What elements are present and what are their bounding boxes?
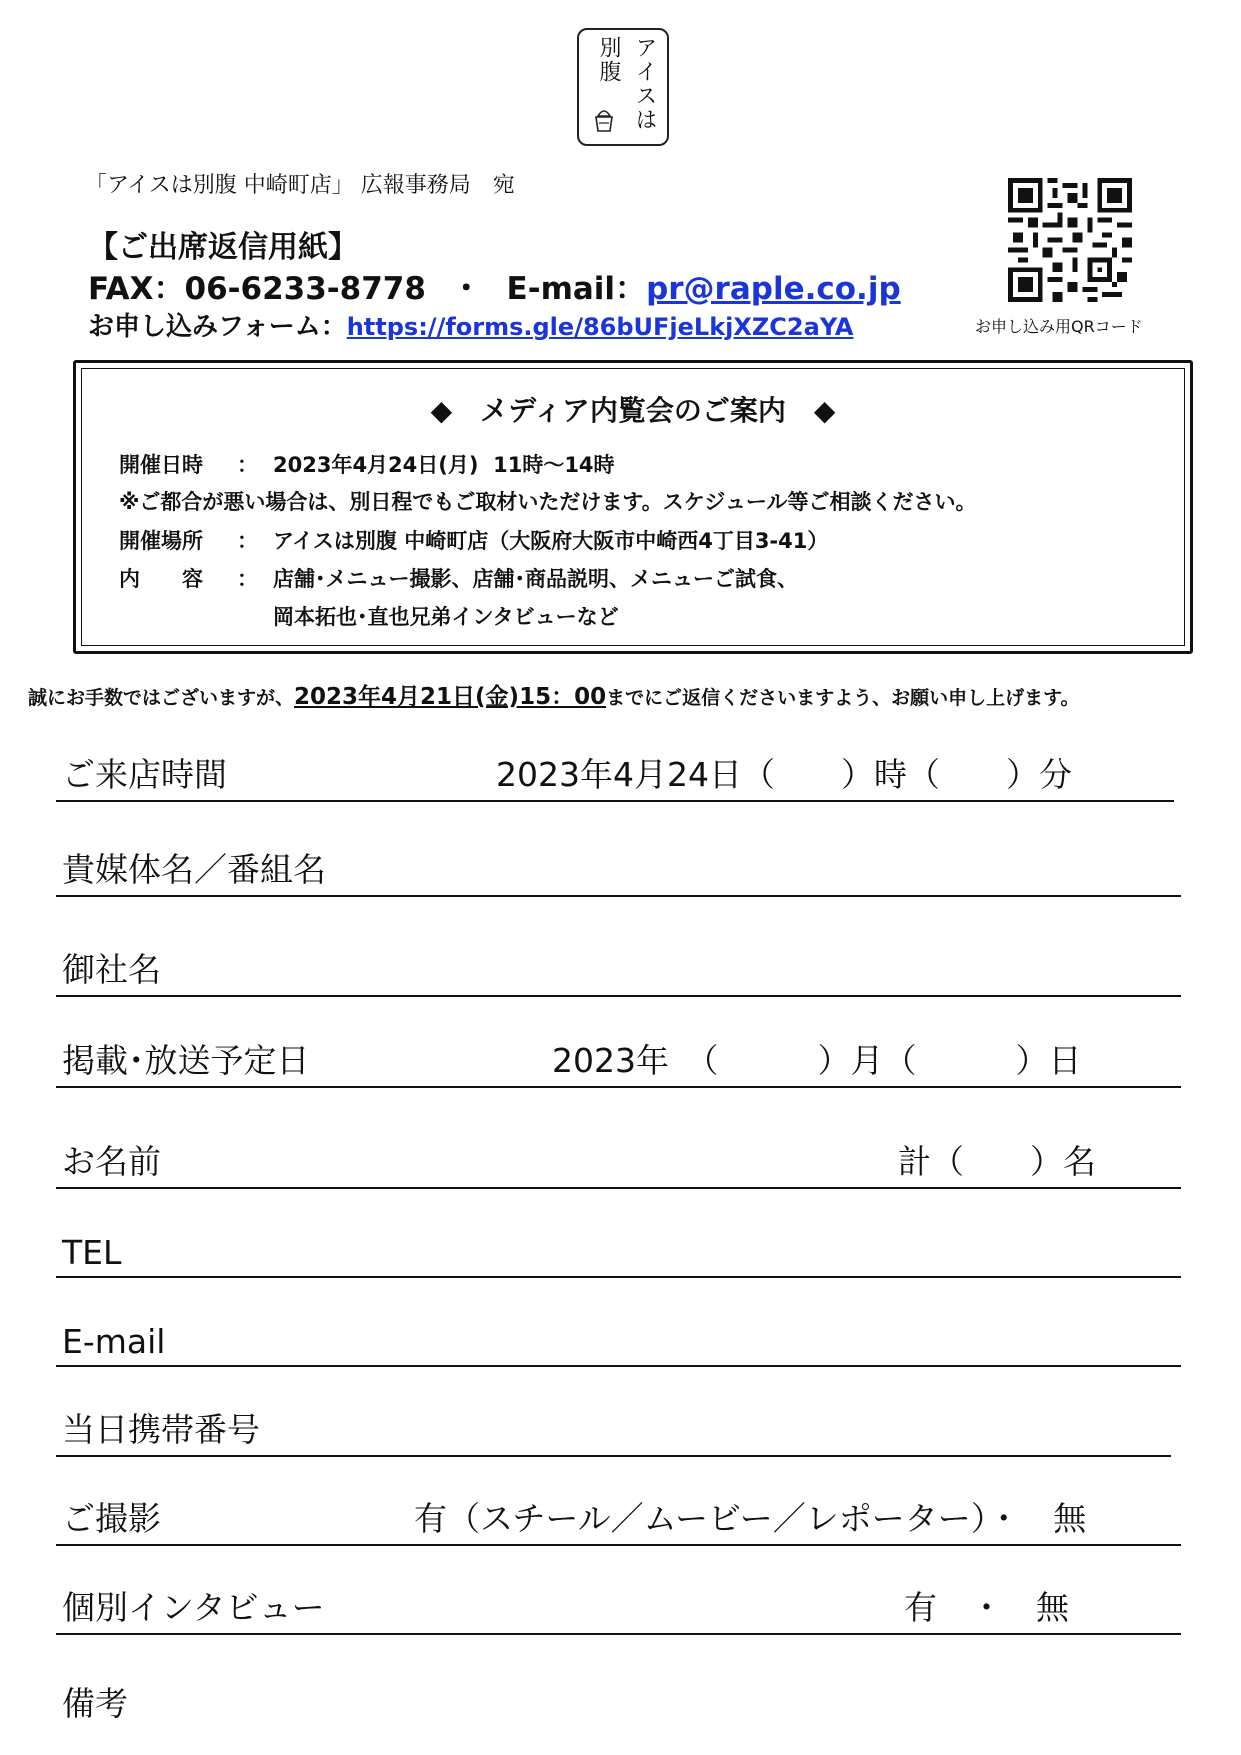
publish-date-row <box>56 1041 1181 1088</box>
qr-caption: お申し込み用QRコード <box>975 317 1143 336</box>
event-content-value-2: 岡本拓也･直也兄弟インタビューなど <box>273 605 619 629</box>
event-content-label: 内 容 <box>119 567 203 591</box>
event-place-value: アイスは別腹 中崎町店（大阪府大阪市中崎西4丁目3-41） <box>273 529 829 553</box>
contact-separator: ・ <box>450 271 482 307</box>
email-row <box>56 1322 1181 1367</box>
company-row <box>56 950 1181 997</box>
qr-code-icon[interactable] <box>1008 178 1132 302</box>
logo-text-line2: 別腹 <box>596 36 621 84</box>
tel-row <box>56 1233 1181 1278</box>
filming-row <box>56 1499 1181 1546</box>
colon: ： <box>237 453 258 477</box>
interview-row <box>56 1588 1181 1635</box>
visit-time-row <box>56 755 1174 802</box>
event-content-row <box>119 563 798 593</box>
event-place-label: 開催場所 <box>119 529 203 553</box>
application-form-line <box>88 306 853 343</box>
fax-number: 06-6233-8778 <box>184 271 426 307</box>
brand-logo <box>577 28 669 146</box>
publish-date-label: 掲載･放送予定日 <box>62 1041 310 1080</box>
reply-form-title: 【ご出席返信用紙】 <box>88 230 358 265</box>
attendee-count-field[interactable]: 計（ ）名 <box>898 1142 1096 1181</box>
schedule-note: ※ご都合が悪い場合は、別日程でもご取材いただけます。スケジュール等ご相談ください。 <box>119 490 977 514</box>
event-date-label: 開催日時 <box>119 453 203 477</box>
name-row <box>56 1142 1181 1189</box>
event-info-heading: ◆ メディア内覧会のご案内 ◆ <box>430 394 836 427</box>
deadline-after: までにご返信くださいますよう、お願い申し上げます。 <box>606 687 1080 709</box>
interview-options[interactable]: 有 ・ 無 <box>904 1588 1069 1627</box>
logo-text-line1: アイスは <box>632 36 657 132</box>
form-url-link[interactable]: https://forms.gle/86bUFjeLkjXZC2aYA <box>346 313 854 341</box>
ice-cream-cup-icon <box>593 104 615 134</box>
mobile-label: 当日携帯番号 <box>62 1410 260 1449</box>
media-name-label: 貴媒体名／番組名 <box>62 850 326 889</box>
filming-label: ご撮影 <box>62 1499 161 1538</box>
email-field-label: E-mail <box>62 1322 166 1361</box>
tel-label: TEL <box>62 1233 122 1272</box>
email-link[interactable]: pr@raple.co.jp <box>646 271 901 307</box>
event-info-box <box>73 360 1193 654</box>
event-content-value-1: 店舗･メニュー撮影、店舗･商品説明、メニューご試食、 <box>273 567 798 591</box>
filming-options[interactable]: 有（スチール／ムービー／レポーター）・ 無 <box>414 1499 1087 1538</box>
interview-label: 個別インタビュー <box>62 1588 325 1627</box>
deadline-before: 誠にお手数ではございますが、 <box>28 687 295 709</box>
contact-line <box>88 263 901 308</box>
publish-date-field[interactable]: 2023年 （ ）月（ ）日 <box>552 1041 1082 1080</box>
mobile-row <box>56 1410 1171 1457</box>
fax-label: FAX： <box>88 271 185 307</box>
addressee-line: 「アイスは別腹 中崎町店」 広報事務局 宛 <box>85 173 515 198</box>
form-label: お申し込みフォーム： <box>88 312 347 342</box>
event-date-value: 2023年4月24日(月) 11時～14時 <box>273 453 615 477</box>
colon: ： <box>237 529 258 553</box>
name-label: お名前 <box>62 1142 161 1181</box>
reply-deadline-note <box>28 678 1080 711</box>
event-place-row <box>119 525 828 555</box>
media-name-row <box>56 850 1181 897</box>
company-label: 御社名 <box>62 950 161 989</box>
remarks-label: 備考 <box>62 1684 128 1723</box>
colon: ： <box>237 567 258 591</box>
visit-time-label: ご来店時間 <box>62 755 227 794</box>
deadline-date: 2023年4月21日(金)15：00 <box>294 684 607 710</box>
visit-time-field[interactable]: 2023年4月24日（ ）時（ ）分 <box>496 755 1072 794</box>
email-label: E-mail： <box>506 271 647 307</box>
event-date-row <box>119 449 615 479</box>
